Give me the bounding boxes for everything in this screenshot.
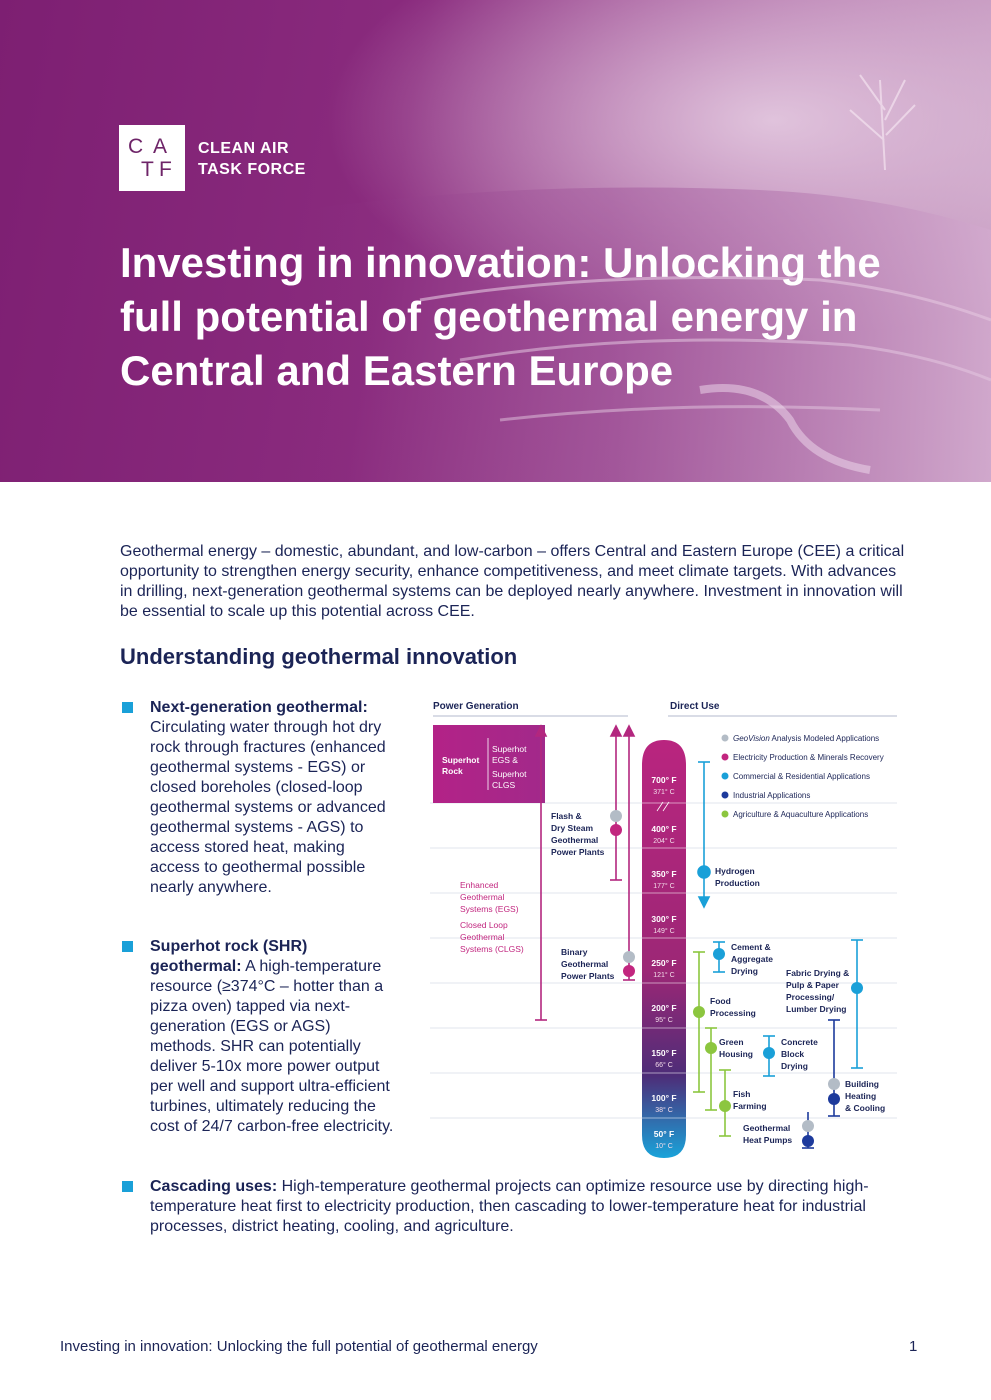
catf-logo <box>119 125 185 191</box>
egs-label <box>460 880 519 914</box>
geothermal-applications-diagram <box>430 690 905 1160</box>
legend <box>722 734 884 819</box>
svg-text:Geothermal: Geothermal <box>561 959 609 969</box>
temp-c-label: 149° C <box>653 928 675 935</box>
temp-c-label: 95° C <box>655 1017 673 1024</box>
svg-text:Farming: Farming <box>733 1101 767 1111</box>
temp-f-label: 300° F <box>651 914 677 924</box>
fish-farming-range <box>719 1070 731 1136</box>
page-title: Investing in innovation: Unlocking the full potential of geothermal energy in Central and Eastern Europe <box>120 239 881 394</box>
svg-text:Heating: Heating <box>845 1091 877 1101</box>
svg-text:Enhanced: Enhanced <box>460 880 499 890</box>
logo-letter: A <box>153 135 169 158</box>
org-name-line: CLEAN AIR <box>198 140 290 157</box>
green-housing-range <box>705 1028 717 1110</box>
org-name-line: TASK FORCE <box>198 161 306 178</box>
svg-text:Food: Food <box>710 996 731 1006</box>
logo-letter: C <box>128 135 145 158</box>
hydrogen-label <box>715 866 760 888</box>
svg-text:Heat Pumps: Heat Pumps <box>743 1135 793 1145</box>
temp-f-label: 200° F <box>651 1003 677 1013</box>
bullet-title: Next-generation geothermal: <box>150 699 368 716</box>
svg-text:Geothermal: Geothermal <box>551 835 599 845</box>
heat-pumps-label <box>743 1123 792 1145</box>
svg-text:Block: Block <box>781 1049 805 1059</box>
temp-f-label: 50° F <box>653 1129 675 1139</box>
svg-text:Green: Green <box>719 1037 744 1047</box>
bullet-marker <box>122 702 133 713</box>
cement-drying-range <box>713 942 725 972</box>
temp-c-label: 371° C <box>653 789 675 796</box>
bullet-next-gen <box>150 698 395 898</box>
legend-item: GeoVision Analysis Modeled Applications <box>733 734 880 743</box>
legend-item: Commercial & Residential Applications <box>733 772 870 781</box>
svg-text:Aggregate: Aggregate <box>731 954 774 964</box>
fabric-label <box>786 968 849 1014</box>
svg-text:Superhot: Superhot <box>492 769 527 779</box>
svg-text:Binary: Binary <box>561 947 588 957</box>
temp-c-label: 204° C <box>653 838 675 845</box>
svg-text:Systems (EGS): Systems (EGS) <box>460 904 519 914</box>
bullet-marker <box>122 1181 133 1192</box>
svg-text:Fish: Fish <box>733 1089 751 1099</box>
organization-name <box>198 138 306 180</box>
building-heating-range <box>828 1020 840 1116</box>
svg-text:Dry Steam: Dry Steam <box>551 823 594 833</box>
page-number: 1 <box>909 1338 918 1355</box>
bullet-cascading <box>150 1177 910 1237</box>
legend-swatch <box>722 811 729 818</box>
svg-text:Superhot: Superhot <box>442 755 480 765</box>
bullet-text: High-temperature geothermal projects can optimize resource use by directing high-temperature heat first to electricity production, then cascading to lower-temperature heat for industrial processes, district heating, cooling, and agriculture. <box>150 1178 869 1235</box>
svg-text:Processing: Processing <box>710 1008 756 1018</box>
temp-c-label: 38° C <box>655 1107 673 1114</box>
legend-item: Agriculture & Aquaculture Applications <box>733 810 869 819</box>
header-direct-use: Direct Use <box>670 701 720 712</box>
legend-swatch <box>722 735 729 742</box>
temp-f-label: 250° F <box>651 958 677 968</box>
clgs-label <box>460 920 524 954</box>
flash-steam-label <box>551 811 605 857</box>
fabric-drying-range <box>851 940 863 1068</box>
header-power-generation: Power Generation <box>433 701 519 712</box>
svg-text:Flash &: Flash & <box>551 811 582 821</box>
concrete-label <box>781 1037 818 1071</box>
svg-text:Drying: Drying <box>731 966 758 976</box>
svg-text:CLGS: CLGS <box>492 780 516 790</box>
footer-title: Investing in innovation: Unlocking the full potential of geothermal energy <box>60 1338 538 1355</box>
concrete-block-range <box>763 1036 775 1076</box>
binary-arrow <box>623 726 635 980</box>
svg-text:Systems (CLGS): Systems (CLGS) <box>460 944 524 954</box>
legend-swatch <box>722 754 729 761</box>
logo-letter: F <box>159 158 173 181</box>
heat-pumps-range <box>802 1112 814 1148</box>
svg-text:Housing: Housing <box>719 1049 753 1059</box>
svg-text:Geothermal: Geothermal <box>460 932 505 942</box>
temp-c-label: 121° C <box>653 972 675 979</box>
bullet-text: Circulating water through hot dry rock through fractures (enhanced geothermal systems - EGS) or closed boreholes (closed-loop geothermal systems or advanced geothermal systems - AGS) to access stored heat, making access to geothermal possible nearly anywhere. <box>150 719 386 896</box>
building-label <box>845 1079 885 1113</box>
temp-f-label: 700° F <box>651 775 677 785</box>
svg-text:Concrete: Concrete <box>781 1037 818 1047</box>
hero-banner <box>0 0 991 482</box>
bullet-title: Cascading uses: <box>150 1178 278 1195</box>
temp-c-label: 66° C <box>655 1062 673 1069</box>
svg-text:Fabric Drying &: Fabric Drying & <box>786 968 850 978</box>
svg-text:Geothermal: Geothermal <box>460 892 505 902</box>
temp-f-label: 150° F <box>651 1048 677 1058</box>
logo-letter: T <box>141 158 155 181</box>
svg-text:Superhot: Superhot <box>492 744 527 754</box>
fish-label <box>733 1089 767 1111</box>
svg-text:Pulp & Paper: Pulp & Paper <box>786 980 839 990</box>
legend-swatch <box>722 773 729 780</box>
bullet-text: A high-temperature resource (≥374°C – hotter than a pizza oven) tapped via next-generation (EGS or AGS) methods. SHR can potentially deliver 5-10x more power output per well and support ultra-efficient turbines, ultimately reducing the cost of 24/7 carbon-free electricity. <box>150 958 394 1135</box>
svg-text:Building: Building <box>845 1079 879 1089</box>
legend-item: Electricity Production & Minerals Recovery <box>733 753 884 762</box>
temp-c-label: 10° C <box>655 1143 673 1150</box>
svg-text:Closed Loop: Closed Loop <box>460 920 508 930</box>
svg-text:Lumber Drying: Lumber Drying <box>786 1004 847 1014</box>
svg-text:Processing/: Processing/ <box>786 992 835 1002</box>
svg-text:Drying: Drying <box>781 1061 808 1071</box>
svg-text:Power Plants: Power Plants <box>551 847 605 857</box>
svg-text:Rock: Rock <box>442 766 463 776</box>
temp-f-label: 400° F <box>651 824 677 834</box>
svg-text:Geothermal: Geothermal <box>743 1123 791 1133</box>
bullet-marker <box>122 941 133 952</box>
svg-text:EGS &: EGS & <box>492 755 518 765</box>
bullet-title: Superhot rock (SHR) geothermal: <box>150 938 308 975</box>
svg-text:Hydrogen: Hydrogen <box>715 866 755 876</box>
cement-label <box>731 942 773 976</box>
legend-item: Industrial Applications <box>733 791 811 800</box>
binary-label <box>561 947 615 981</box>
food-label <box>710 996 756 1018</box>
temp-c-label: 177° C <box>653 883 675 890</box>
temp-f-label: 100° F <box>651 1093 677 1103</box>
svg-text:Power Plants: Power Plants <box>561 971 615 981</box>
bullet-superhot <box>150 937 395 1137</box>
svg-text:& Cooling: & Cooling <box>845 1103 886 1113</box>
green-housing-label <box>719 1037 753 1059</box>
svg-text:Production: Production <box>715 878 760 888</box>
svg-text:Cement &: Cement & <box>731 942 771 952</box>
food-processing-range <box>693 952 705 1092</box>
temp-f-label: 350° F <box>651 869 677 879</box>
hydrogen-arrow <box>698 762 710 907</box>
legend-swatch <box>722 792 729 799</box>
section-heading: Understanding geothermal innovation <box>120 644 518 669</box>
intro-paragraph: Geothermal energy – domestic, abundant, and low-carbon – offers Central and Eastern Europe (CEE) a critical opportunity to strengthen energy security, enhance competitiveness, and meet climate targets. With advances in drilling, next-generation geothermal systems can be deployed nearly anywhere. Investment in innovation will be essential to scale up this potential across CEE. <box>120 543 905 620</box>
